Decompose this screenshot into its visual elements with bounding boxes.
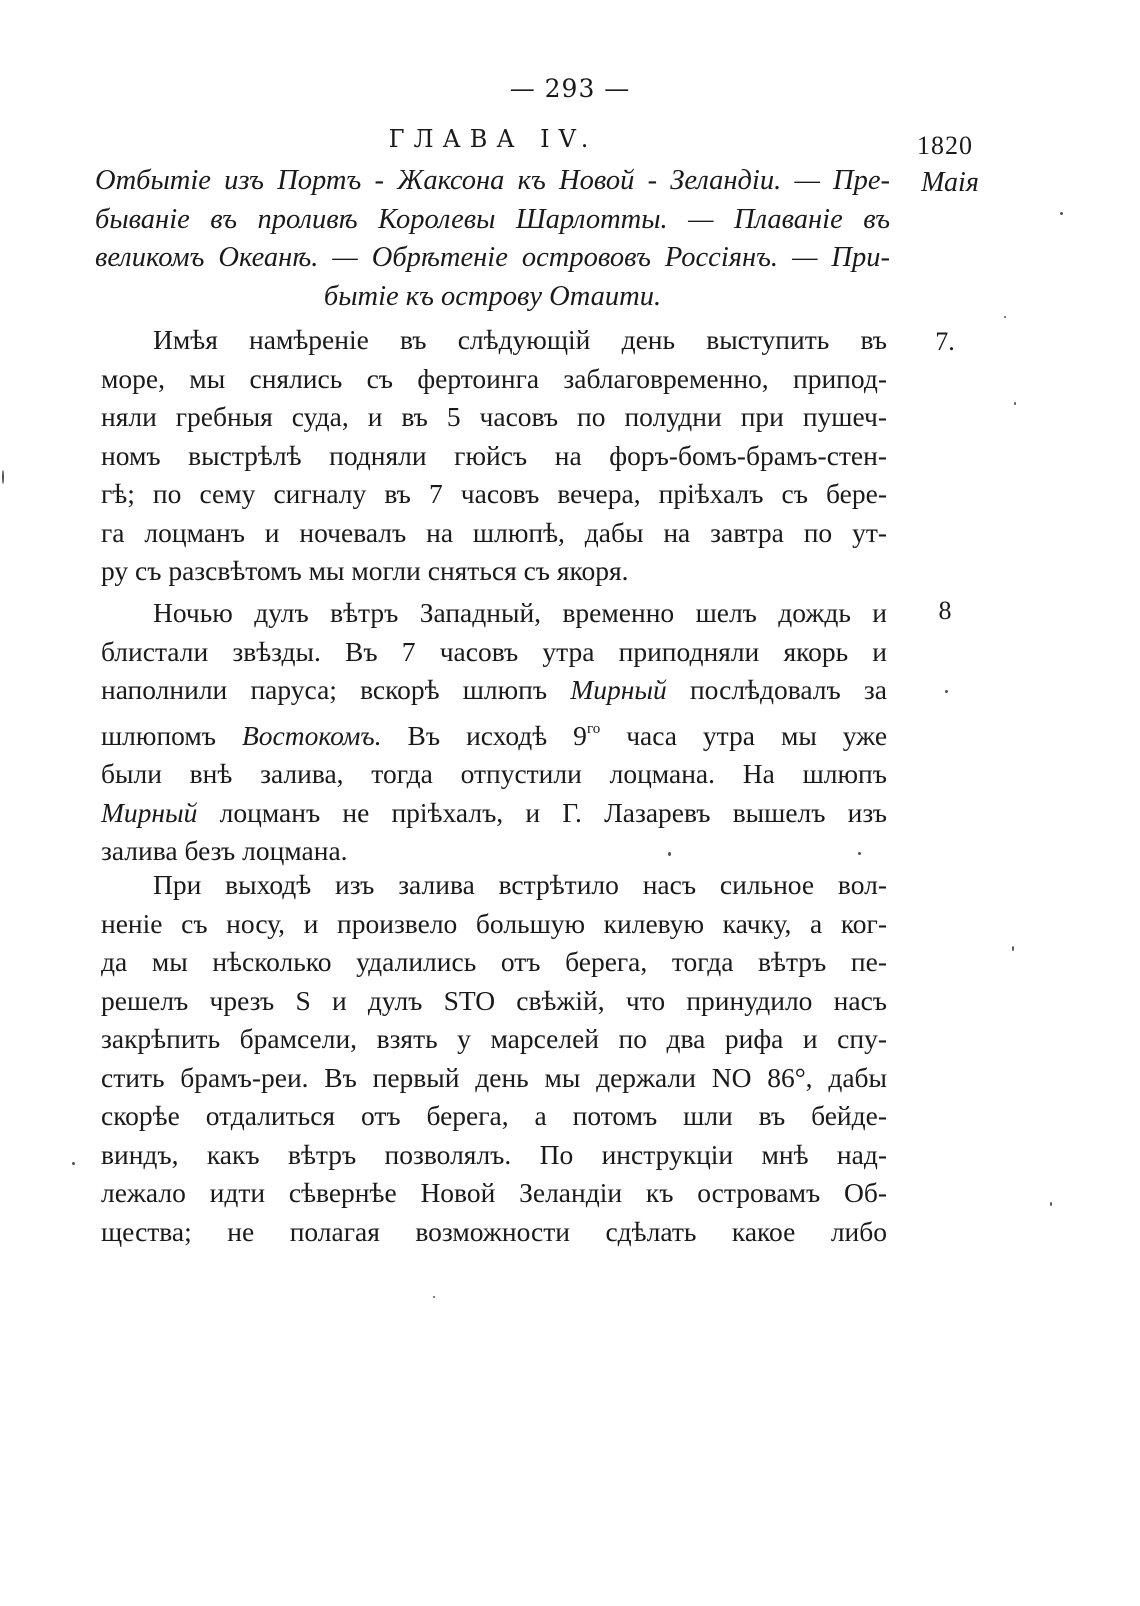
scan-speck	[433, 1296, 435, 1298]
ship-name: Мирный	[570, 674, 667, 705]
scan-speck	[1012, 946, 1014, 951]
text-line: номъ выстрѣлѣ подняли гюйсъ на форъ-бомъ-брамъ-стен-	[101, 439, 887, 471]
text-line	[101, 671, 887, 710]
text-line: няли гребныя суда, и въ 5 часовъ по полудни при пушеч-	[101, 401, 887, 432]
margin-note-day: 8	[938, 596, 952, 625]
ship-name: Востокомъ.	[241, 719, 382, 751]
ship-name: Мирный	[101, 796, 198, 828]
paragraph-2	[101, 594, 887, 871]
text-line: га лоцманъ и ночевалъ на шлюпѣ, дабы на завтра по ут-	[101, 516, 887, 548]
page-number: — 293 —	[509, 74, 631, 103]
text-line: При выходѣ изъ залива встрѣтило насъ сильное вол-	[153, 869, 887, 900]
text-segment: послѣдовалъ за	[689, 674, 888, 705]
summary-line: бытіе къ острову Отаити.	[323, 280, 662, 312]
scan-speck	[72, 1162, 75, 1165]
paragraph-1	[101, 321, 887, 591]
text-line: Ночью дулъ вѣтръ Западный, временно шелъ дождь и	[153, 597, 887, 628]
summary-line: великомъ Океанѣ. — Обрѣтеніе острововъ Россіянъ. — При-	[95, 242, 890, 273]
scan-speck	[858, 852, 861, 855]
scan-speck	[1060, 212, 1063, 215]
chapter-heading: ГЛАВА IV.	[388, 125, 598, 153]
text-line: да мы нѣсколько удалились отъ берега, тогда вѣтръ пе-	[101, 946, 887, 977]
summary-line: Отбытіе изъ Портъ - Жаксона къ Новой - Зеландіи. — Пре-	[95, 165, 890, 196]
text-line: скорѣе отдалиться отъ берега, а потомъ шли въ бейде-	[101, 1100, 887, 1131]
scan-speck	[668, 852, 671, 856]
text-line: Имѣя намѣреніе въ слѣдующій день выступить въ	[153, 324, 887, 355]
margin-note-year: 1820	[917, 131, 973, 160]
text-line: лежало идти сѣвернѣе Новой Зеландіи къ островамъ Об-	[101, 1177, 887, 1208]
text-line: закрѣпить брамсели, взять у марселей по два рифа и спу-	[101, 1023, 887, 1054]
chapter-summary	[95, 162, 890, 316]
text-segment: лоцманъ не пріѣхалъ, и Г. Лазаревъ вышелъ изъ	[219, 796, 887, 828]
summary-line: бываніе въ проливѣ Королевы Шарлотты. — Плаваніе въ	[95, 203, 890, 235]
text-segment: Въ исходѣ 9	[407, 719, 587, 751]
text-line: виндъ, какъ вѣтръ позволялъ. По инструкціи мнѣ над-	[101, 1138, 887, 1170]
text-line: решелъ чрезъ S и дулъ STO свѣжій, что принудило насъ	[101, 984, 887, 1016]
text-line	[101, 710, 887, 756]
text-line: щества; не полагая возможности сдѣлать какое либо	[101, 1215, 887, 1247]
text-line: море, мы снялись съ фертоинга заблаговременно, припод-	[101, 362, 887, 394]
scan-speck	[1050, 1202, 1052, 1206]
margin-note-day: 7.	[935, 327, 955, 356]
ordinal-superscript: го	[586, 720, 601, 737]
text-line: были внѣ залива, тогда отпустили лоцмана. На шлюпъ	[101, 758, 887, 789]
text-line: залива безъ лоцмана.	[101, 835, 348, 866]
text-line: гѣ; по сему сигналу въ 7 часовъ вечера, пріѣхалъ съ бере-	[101, 478, 887, 509]
text-segment: часа утра мы уже	[626, 719, 888, 751]
text-segment: наполнили паруса; вскорѣ шлюпъ	[101, 674, 548, 705]
paragraph-3	[101, 866, 887, 1251]
scan-speck	[2, 470, 4, 484]
scan-speck	[945, 690, 948, 693]
text-line: ру съ разсвѣтомъ мы могли сняться съ якоря.	[101, 555, 629, 586]
text-segment: шлюпомъ	[101, 719, 217, 751]
scan-speck	[1014, 402, 1016, 405]
text-line: блистали звѣзды. Въ 7 часовъ утра приподняли якорь и	[101, 635, 887, 667]
scan-speck	[1004, 316, 1006, 318]
text-line: стить брамъ-реи. Въ первый день мы держали NO 86°, дабы	[101, 1061, 887, 1093]
text-line	[101, 794, 887, 833]
margin-note-month: Маія	[921, 167, 979, 198]
text-segment	[408, 720, 601, 751]
text-line: неніе съ носу, и произвело большую килевую качку, а ког-	[101, 907, 887, 939]
